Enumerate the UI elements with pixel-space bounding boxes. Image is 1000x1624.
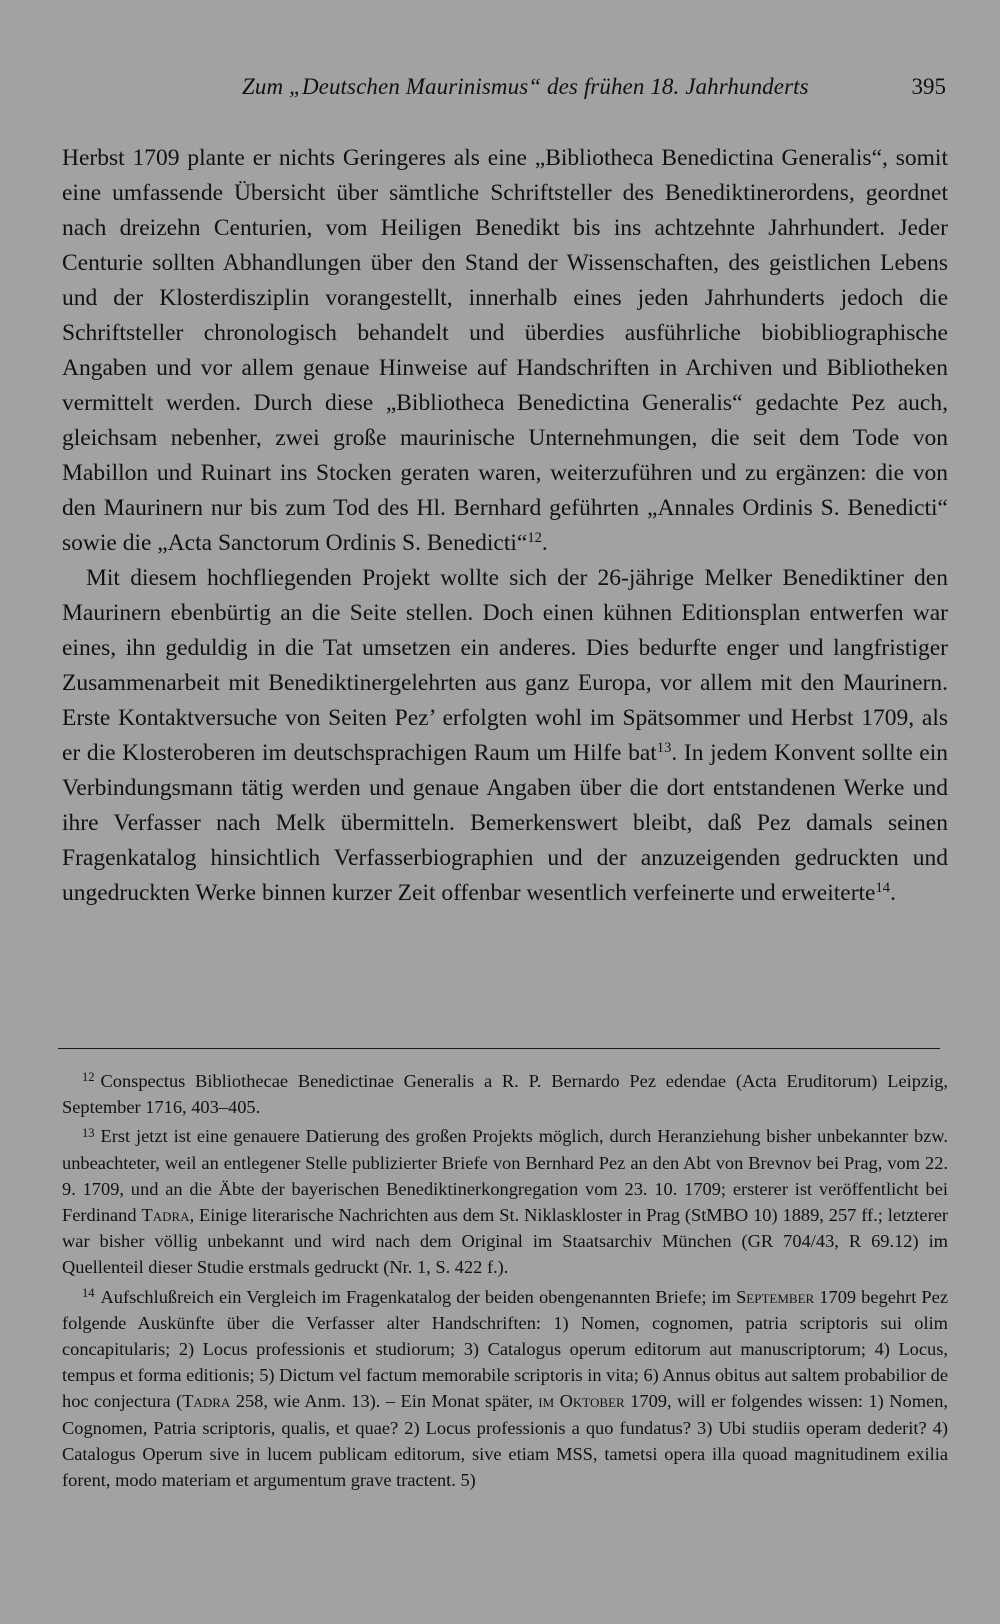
footnote-text: 258, wie Anm. 13). – Ein Monat später, (235, 1391, 533, 1412)
footnote-14 (62, 1284, 948, 1494)
running-title: Zum „Deutschen Maurinismus“ des frühen 18. Jahrhunderts (242, 74, 809, 99)
footnote-ref-14[interactable]: 14 (875, 880, 891, 896)
footnote-divider (58, 1048, 940, 1049)
author-name-smallcaps: Tadra (182, 1391, 231, 1412)
footnote-text: 1709 begehrt Pez folgende Auskünfte über die Verfasser alter Handschriften: 1) Nomen, cognomen, patria scriptoris sui olim concapitularis; 2) Locus professionis et studiorum; 3) Catalogus operum editorum aut manuscriptorum; 4) Locus, tempus et forma editionis; 5) Dictum vel factum memorabile scriptoris in vita; 6) Annus obitus aut saltem probabilior de hoc conjectura ( (62, 1286, 948, 1412)
footnote-13 (62, 1123, 948, 1280)
footnote-text: , Einige literarische Nachrichten aus dem St. Niklaskloster in Prag (StMBO 10) 1889, 257 ff.; letzterer war bisher völlig unbekannt und wird nach dem Original im Staatsarchiv München (GR 704/43, R 69.12) im Quellenteil dieser Studie erstmals gedruckt (Nr. 1, S. 422 f.). (62, 1205, 948, 1278)
footnote-number: 14 (82, 1286, 95, 1300)
footnote-ref-12[interactable]: 12 (527, 530, 542, 546)
footnote-number: 13 (82, 1125, 95, 1140)
paragraph-1-end: . (541, 530, 548, 556)
month-smallcaps: im Oktober (538, 1391, 625, 1412)
footnote-12 (62, 1068, 948, 1120)
paragraph-1-text: Herbst 1709 plante er nichts Geringeres als eine „Bibliotheca Benedictina Generalis“, somit eine umfassende Übersicht über sämtliche Schriftsteller des Benediktinerordens, geordnet nach dreizehn Centurien, vom Heiligen Benedikt bis ins achtzehnte Jahrhundert. Jeder Centurie sollten Abhandlungen über den Stand der Wissenschaften, des geistlichen Lebens und der Klosterdisziplin vorangestellt, innerhalb eines jeden Jahrhunderts jedoch die Schriftsteller chronologisch behandelt und überdies ausführliche biobibliographische Angaben und vor allem genaue Hinweise auf Handschriften in Archiven und Bibliotheken vermittelt werden. Durch diese „Bibliotheca Benedictina Generalis“ gedachte Pez auch, gleichsam nebenher, zwei große maurinische Unternehmungen, die seit dem Tode von Mabillon und Ruinart ins Stocken geraten waren, weiterzuführen und zu ergänzen: die von den Maurinern nur bis zum Tod des Hl. Bernhard geführten „Annales Ordinis S. Benedicti“ sowie die „Acta Sanctorum Ordinis S. Benedicti“ (62, 145, 948, 556)
main-text (62, 141, 948, 911)
footnotes (62, 1068, 948, 1496)
paragraph-2-text-b: . In jedem Konvent sollte ein Verbindungsmann tätig werden und genaue Angaben über die dort entstandenen Werke und ihre Verfasser nach Melk übermitteln. Bemerkenswert bleibt, daß Pez damals seinen Fragenkatalog hinsichtlich Verfasserbiographien und der anzuzeigenden gedruckten und ungedruckten Werke binnen kurzer Zeit offenbar wesentlich verfeinerte und erweiterte (62, 740, 948, 906)
running-head (62, 74, 948, 108)
footnote-number: 12 (82, 1070, 95, 1085)
footnote-text: Aufschlußreich ein Vergleich im Fragenkatalog der beiden obengenannten Briefe; im (100, 1286, 731, 1307)
page-number: 395 (911, 74, 946, 99)
paragraph-1 (62, 141, 948, 561)
month-smallcaps: September (736, 1286, 815, 1307)
paragraph-2-text-a: Mit diesem hochfliegenden Projekt wollte sich der 26-jährige Melker Benediktiner den Maurinern ebenbürtig an die Seite stellen. Doch einen kühnen Editionsplan entwerfen war eines, ihn geduldig in die Tat umsetzen ein anderes. Dies bedurfte enger und langfristiger Zusammenarbeit mit Benediktinergelehrten aus ganz Europa, vor allem mit den Maurinern. Erste Kontaktversuche von Seiten Pez’ erfolgten wohl im Spätsommer und Herbst 1709, als er die Klosteroberen im deutschsprachigen Raum um Hilfe bat (62, 565, 948, 766)
footnote-text: Conspectus Bibliothecae Benedictinae Generalis a R. P. Bernardo Pez edendae (Acta Eruditorum) Leipzig, September 1716, 403–405. (62, 1071, 948, 1118)
paragraph-2 (62, 561, 948, 911)
footnote-text: 1709, will er folgendes wissen: 1) Nomen, Cognomen, Patria scriptoris, qualis, et quae? 2) Locus professionis a quo fundatus? 3) Ubi studiis operam dederit? 4) Catalogus Operum sive in lucem publicam editorum, sive etiam MSS, tametsi opera illa quoad magnitudinem exilia forent, modo materiam et argumentum grave tractent. 5) (62, 1391, 948, 1491)
footnote-text: Erst jetzt ist eine genauere Datierung des großen Projekts möglich, durch Heranziehung bisher unbekannter bzw. unbeachteter, weil an entlegener Stelle publizierter Briefe von Bernhard Pez an den Abt von Brevnov bei Prag, vom 22. 9. 1709, und an die Äbte der bayerischen Benediktinerkongregation vom 23. 10. 1709; ersterer ist veröffentlicht bei Ferdinand (62, 1126, 948, 1226)
author-name-smallcaps: Tadra (141, 1205, 190, 1226)
paragraph-2-end: . (890, 880, 896, 906)
footnote-ref-13[interactable]: 13 (656, 740, 672, 756)
